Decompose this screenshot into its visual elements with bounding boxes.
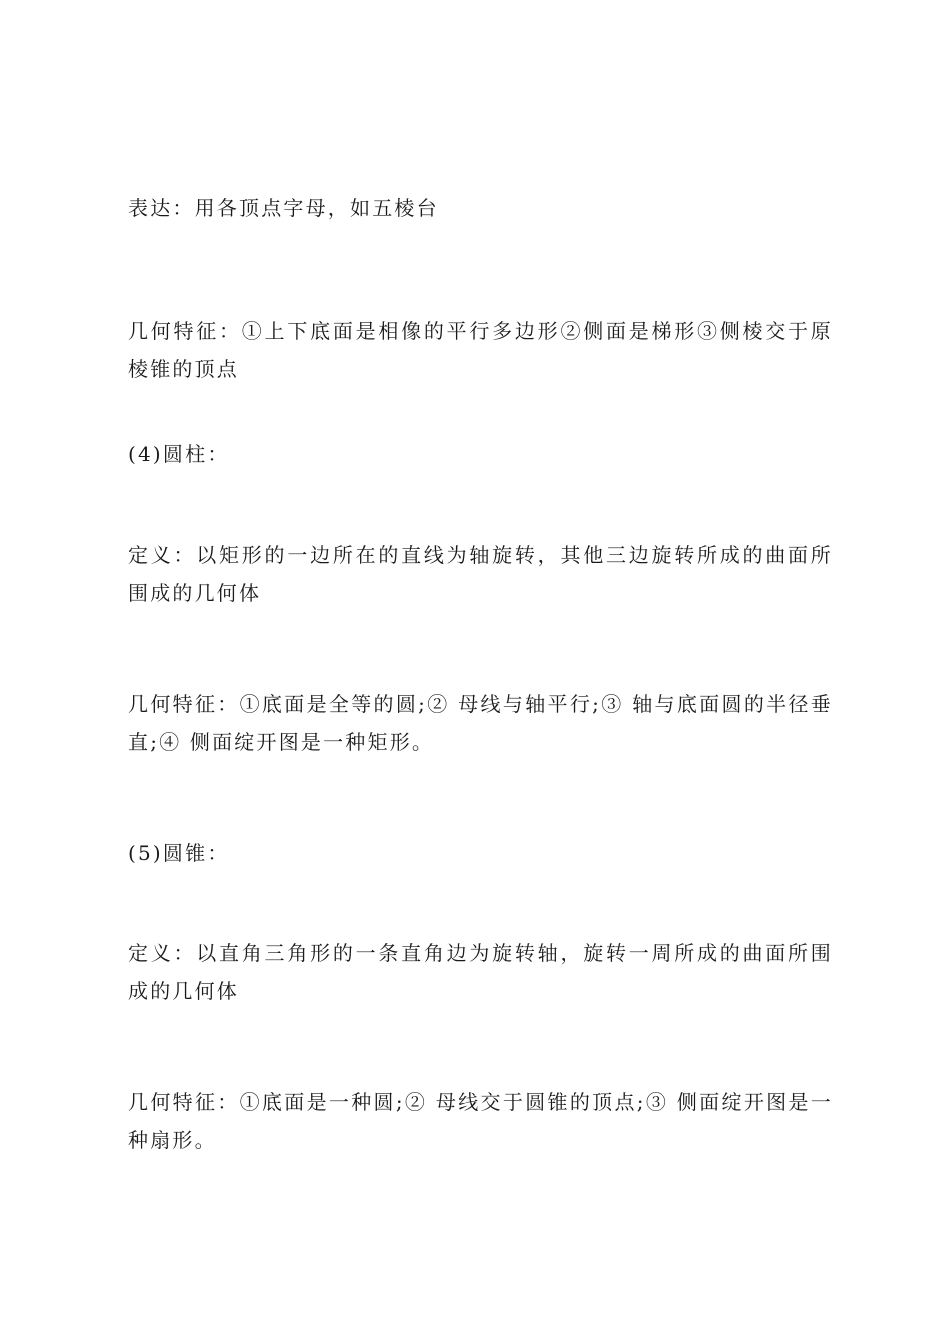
cylinder-heading: (4)圆柱： bbox=[128, 442, 230, 466]
frustum-features-paragraph: 几何特征：①上下底面是相像的平行多边形②侧面是梯形③侧棱交于原棱锥的顶点 bbox=[128, 319, 833, 381]
cylinder-definition-paragraph: 定义：以矩形的一边所在的直线为轴旋转，其他三边旋转所成的曲面所围成的几何体 bbox=[128, 543, 833, 605]
cone-heading: (5)圆锥： bbox=[128, 841, 230, 865]
cylinder-features-paragraph: 几何特征：①底面是全等的圆;② 母线与轴平行;③ 轴与底面圆的半径垂直;④ 侧面绽开图是一种矩形。 bbox=[128, 692, 833, 754]
cone-features-paragraph: 几何特征：①底面是一种圆;② 母线交于圆锥的顶点;③ 侧面绽开图是一种扇形。 bbox=[128, 1090, 833, 1152]
cone-definition-paragraph: 定义：以直角三角形的一条直角边为旋转轴，旋转一周所成的曲面所围成的几何体 bbox=[128, 941, 833, 1003]
frustum-expression-paragraph: 表达：用各顶点字母，如五棱台 bbox=[128, 196, 439, 220]
